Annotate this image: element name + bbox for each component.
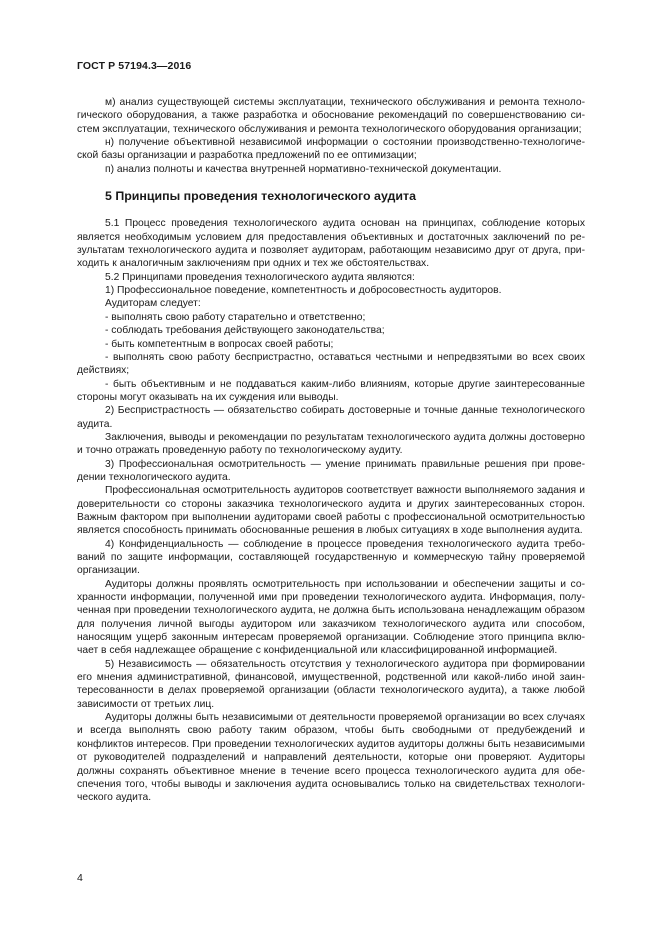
section-5-title: 5 Принципы проведения технологического аудита (105, 189, 416, 204)
auditors-should-label: Аудиторам следует: (105, 298, 201, 310)
principle-5: 5) Независимость — обязательность отсутствия у технологического аудитора при формировании его мнения административной, финансовой, имущественной, родственной или какой-либо иной заинтересованности в делах проверяемой организации (области технологического аудита), а также любой зависимости от третьих лиц. (77, 658, 585, 710)
principle-3: 3) Профессиональная осмотрительность — умение принимать правильные решения при проведении технологического аудита. (77, 458, 585, 483)
principle-1: 1) Профессиональное поведение, компетентность и добросовестность аудиторов. (105, 285, 502, 297)
list-item-dash: - быть объективным и не поддаваться каким-либо влияниям, которые другие заинтересованные стороны могут оказывать на их суждения или выводы. (77, 378, 585, 403)
list-item-m: м) анализ существующей системы эксплуатации, технического обслуживания и ремонта технологического оборудования, а также разработка и обоснование рекомендаций по совершенствованию систем эксплуатации, технического обслуживания и ремонта технологического оборудования организации; (77, 97, 585, 135)
list-item-dash: - соблюдать требования действующего законодательства; (105, 325, 385, 337)
paragraph-text: Аудиторы должны проявлять осмотрительность при использовании и обеспечении защиты и сохранности информации, полученной ими при проведении технологического аудита. Информация, полученная при проведении технологического аудита, не должна быть использована ненадлежащим образом для получения личной выгоды аудитором или заказчиком технологического аудита или способом, наносящим ущерб законным интересам проверяемой организации. Соблюдение этого принципа включает в себя надлежащее обращение с конфиденциальной или классифицированной информацией. (77, 578, 585, 657)
list-item-dash: - быть компетентным в вопросах своей работы; (105, 338, 334, 350)
document-body (77, 96, 585, 805)
list-item-n: н) получение объективной независимой информации о состоянии производственно-технологической базы организации и разработка предложений по ее оптимизации; (77, 137, 585, 162)
list-item-p: п) анализ полноты и качества внутренней нормативно-технической документации. (105, 163, 502, 175)
list-item-dash: - выполнять свою работу беспристрастно, оставаться честными и непредвзятыми во всех своих действиях; (77, 351, 585, 377)
page-number: 4 (77, 872, 83, 884)
paragraph-text: Заключения, выводы и рекомендации по результатам технологического аудита должны достоверно и точно отражать проведенную работу по технологическому аудиту. (77, 431, 585, 457)
paragraph-5-2: 5.2 Принципами проведения технологического аудита являются: (105, 271, 415, 283)
paragraph-text: Аудиторы должны быть независимыми от деятельности проверяемой организации во всех случаях и всегда выполнять свою работу таким образом, чтобы быть свободными от предубеждений и конфликтов интересов. При проведении технологических аудитов аудиторы должны быть независимыми от руководителей подразделений и направлений деятельности, которые они проверяют. Аудиторы должны сохранять объективное мнение в течение всего процесса технологического аудита для обеспечения того, чтобы выводы и заключения аудита основывались только на свидетельствах технологического аудита. (77, 712, 585, 804)
paragraph-text: Профессиональная осмотрительность аудиторов соответствует важности выполняемого задания и доверительности со стороны заказчика технологического аудита и других заинтересованных сторон. Важным фактором при выполнении аудиторами своей работы с профессиональной осмотрительностью является способность принимать обоснованные решения в любых ситуациях в ходе выполнения аудита. (77, 485, 585, 537)
principle-4: 4) Конфиденциальность — соблюдение в процессе проведения технологического аудита требований по защите информации, составляющей государственную и коммерческую тайну проверяемой организации. (77, 538, 585, 577)
principle-2: 2) Беспристрастность — обязательство собирать достоверные и точные данные технологического аудита. (77, 405, 585, 430)
document-code-header: ГОСТ Р 57194.3—2016 (77, 60, 192, 72)
list-item-dash: - выполнять свою работу старательно и ответственно; (105, 311, 366, 323)
paragraph-5-1: 5.1 Процесс проведения технологического аудита основан на принципах, соблюдение которых является необходимым условием для предоставления объективных и достаточных заключений по результатам технологического аудита и позволяет аудиторам, работающим независимо друг от друга, приходить к аналогичным заключениям при одних и тех же обстоятельствах. (77, 218, 585, 270)
